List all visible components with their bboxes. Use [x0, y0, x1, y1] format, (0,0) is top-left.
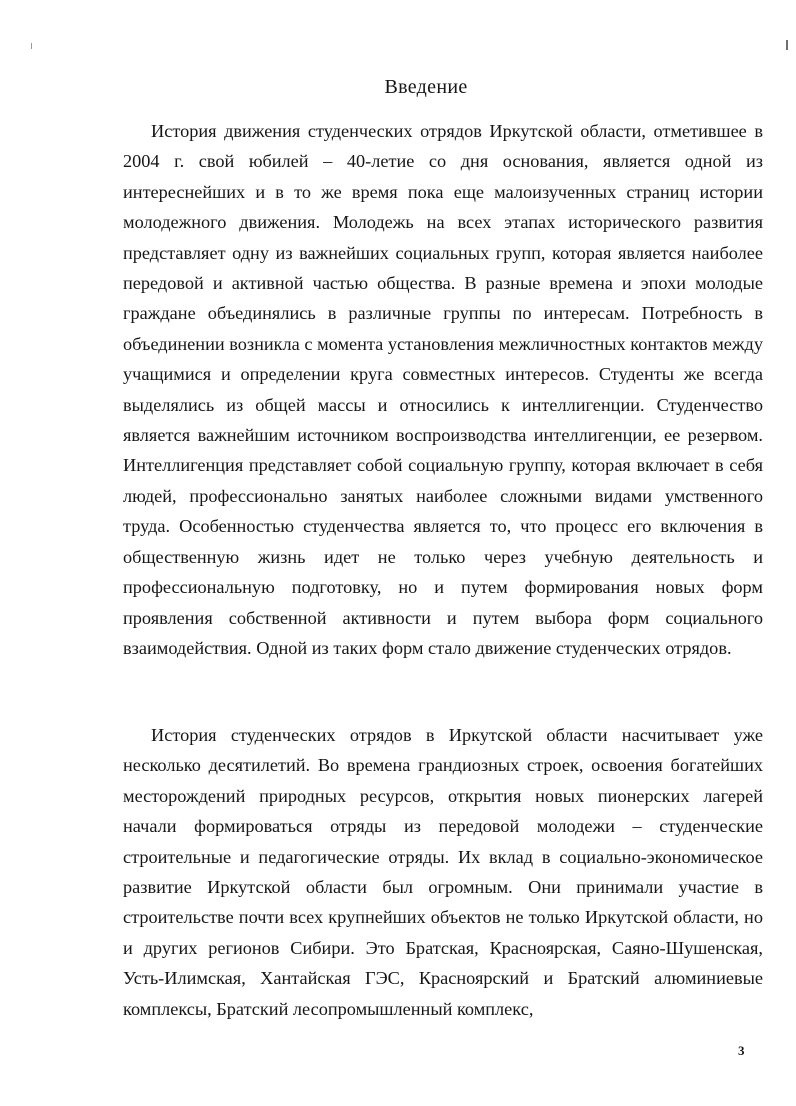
scan-artifact-right [786, 40, 788, 50]
scan-artifact-left [31, 43, 32, 49]
section-heading: Введение [384, 76, 468, 98]
paragraph-intro: История движения студенческих отрядов Иркутской области, отметившее в 2004 г. свой юбилей – 40-летие со дня основания, является одной из интереснейших и в то же время пока еще малоизученных страниц истории молодежного движения. Молодежь на всех этапах исторического развития представляет одну из важнейших социальных групп, которая является наиболее передовой и активной частью общества. В разные времена и эпохи молодые граждане объединялись в различные группы по интересам. Потребность в объединении возникла с момента установления межличностных контактов между учащимися и определении круга совместных интересов. Студенты же всегда выделялись из общей массы и относились к интеллигенции. Студенчество является важнейшим источником воспроизводства интеллигенции, ее резервом. Интеллигенция представляет собой социальную группу, которая включает в себя людей, профессионально занятых наиболее сложными видами умственного труда. Особенностью студенчества является то, что процесс его включения в общественную жизнь идет не только через учебную деятельность и профессиональную подготовку, но и путем формирования новых форм проявления собственной активности и путем выбора форм социального взаимодействия. Одной из таких форм стало движение студенческих отрядов. [123, 121, 763, 658]
page-number: 3 [738, 1043, 745, 1058]
paragraph-history: История студенческих отрядов в Иркутской области насчитывает уже несколько десятилетий. Во времена грандиозных строек, освоения богатейших месторождений природных ресурсов, открытия новых пионерских лагерей начали формироваться отряды из передовой молодежи – студенческие строительные и педагогические отряды. Их вклад в социально-экономическое развитие Иркутской области был огромным. Они принимали участие в строительстве почти всех крупнейших объектов не только Иркутской области, но и других регионов Сибири. Это Братская, Красноярская, Саяно-Шушенская, Усть-Илимская, Хантайская ГЭС, Красноярский и Братский алюминиевые комплексы, Братский лесопромышленный комплекс, [123, 725, 763, 1019]
